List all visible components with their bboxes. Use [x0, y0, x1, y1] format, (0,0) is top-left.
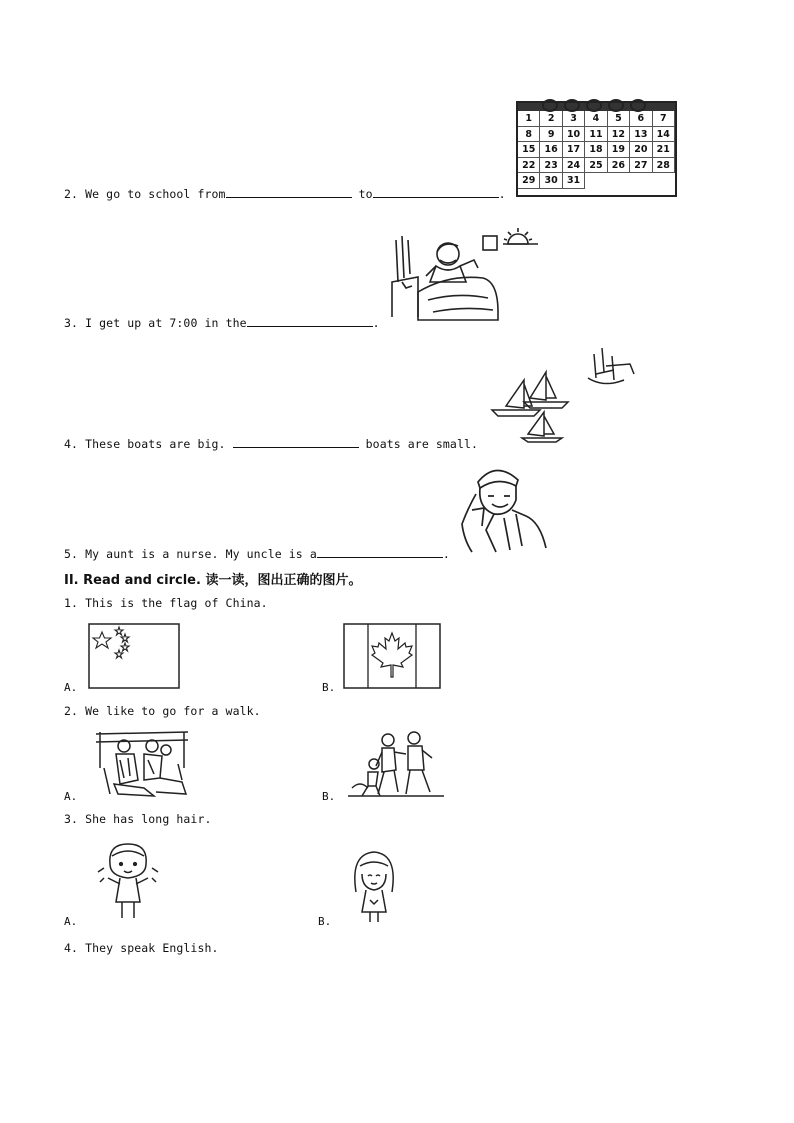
calendar-day: 1	[518, 111, 540, 127]
answer-blank[interactable]	[233, 436, 359, 448]
read-circle-item-1: 1. This is the flag of China.	[64, 596, 268, 610]
boats-picture	[484, 344, 660, 444]
question-text: These boats are big.	[85, 437, 226, 451]
question-text: .	[498, 187, 506, 201]
option-b-label[interactable]: B.	[318, 915, 332, 928]
question-text: boats are small.	[365, 437, 479, 451]
calendar-day: 24	[563, 158, 585, 174]
option-b-label[interactable]: B.	[322, 681, 336, 694]
question-number: 2.	[64, 187, 79, 201]
question-number: 3.	[64, 316, 79, 330]
calendar-day: 22	[518, 158, 540, 174]
calendar-day: 2	[540, 111, 562, 127]
question-text: My aunt is a nurse. My uncle is a	[85, 547, 317, 561]
calendar-ring	[608, 99, 624, 112]
calendar-day: 25	[585, 158, 607, 174]
question-4	[64, 436, 478, 451]
read-circle-item-4: 4. They speak English.	[64, 941, 219, 955]
calendar-day: 14	[653, 127, 675, 143]
calendar-day: 5	[608, 111, 630, 127]
calendar-day: 15	[518, 142, 540, 158]
uncle-picture	[452, 460, 548, 554]
calendar-day: 8	[518, 127, 540, 143]
option-a-label[interactable]: A.	[64, 790, 78, 803]
calendar-ring	[542, 99, 558, 112]
canada-flag-picture[interactable]	[343, 623, 441, 689]
question-text: .	[442, 547, 450, 561]
calendar-day: 11	[585, 127, 607, 143]
answer-blank[interactable]	[247, 315, 373, 327]
calendar-ring	[586, 99, 602, 112]
calendar-day: 31	[563, 173, 585, 189]
calendar-day: 10	[563, 127, 585, 143]
answer-blank[interactable]	[317, 546, 443, 558]
read-circle-item-2: 2. We like to go for a walk.	[64, 704, 261, 718]
question-text: We go to school from	[85, 187, 226, 201]
calendar-day: 7	[653, 111, 675, 127]
calendar-day: 26	[608, 158, 630, 174]
option-a-label[interactable]: A.	[64, 681, 78, 694]
question-2	[64, 186, 506, 201]
question-text: .	[372, 316, 380, 330]
calendar-ring	[564, 99, 580, 112]
option-b-label[interactable]: B.	[322, 790, 336, 803]
calendar-day: 23	[540, 158, 562, 174]
answer-blank[interactable]	[226, 186, 352, 198]
short-hair-girl-picture[interactable]	[90, 838, 166, 926]
china-flag-picture[interactable]	[88, 623, 180, 689]
calendar-day: 21	[653, 142, 675, 158]
morning-bed-picture	[388, 222, 540, 322]
calendar-day: 30	[540, 173, 562, 189]
answer-blank[interactable]	[373, 186, 499, 198]
question-text: I get up at 7:00 in the	[85, 316, 247, 330]
calendar-day: 4	[585, 111, 607, 127]
calendar-day: 13	[630, 127, 652, 143]
question-text: to	[358, 187, 373, 201]
calendar-day: 3	[563, 111, 585, 127]
calendar-day: 28	[653, 158, 675, 174]
question-number: 5.	[64, 547, 79, 561]
calendar-day: 12	[608, 127, 630, 143]
read-circle-item-3: 3. She has long hair.	[64, 812, 212, 826]
question-3	[64, 315, 380, 330]
calendar-ring	[630, 99, 646, 112]
calendar-day: 27	[630, 158, 652, 174]
calendar-day: 9	[540, 127, 562, 143]
question-number: 4.	[64, 437, 79, 451]
sitting-people-picture[interactable]	[94, 728, 190, 798]
calendar-day: 17	[563, 142, 585, 158]
calendar-day: 29	[518, 173, 540, 189]
calendar-day: 6	[630, 111, 652, 127]
question-5	[64, 546, 450, 561]
calendar-day: 19	[608, 142, 630, 158]
calendar-grid	[518, 111, 675, 189]
calendar-day: 20	[630, 142, 652, 158]
option-a-label[interactable]: A.	[64, 915, 78, 928]
calendar-day: 18	[585, 142, 607, 158]
calendar-picture	[516, 101, 677, 197]
long-hair-girl-picture[interactable]	[346, 846, 402, 926]
walking-family-picture[interactable]	[346, 722, 446, 798]
section-2-heading: II. Read and circle. 读一读，图出正确的图片。	[64, 573, 362, 588]
calendar-day: 16	[540, 142, 562, 158]
